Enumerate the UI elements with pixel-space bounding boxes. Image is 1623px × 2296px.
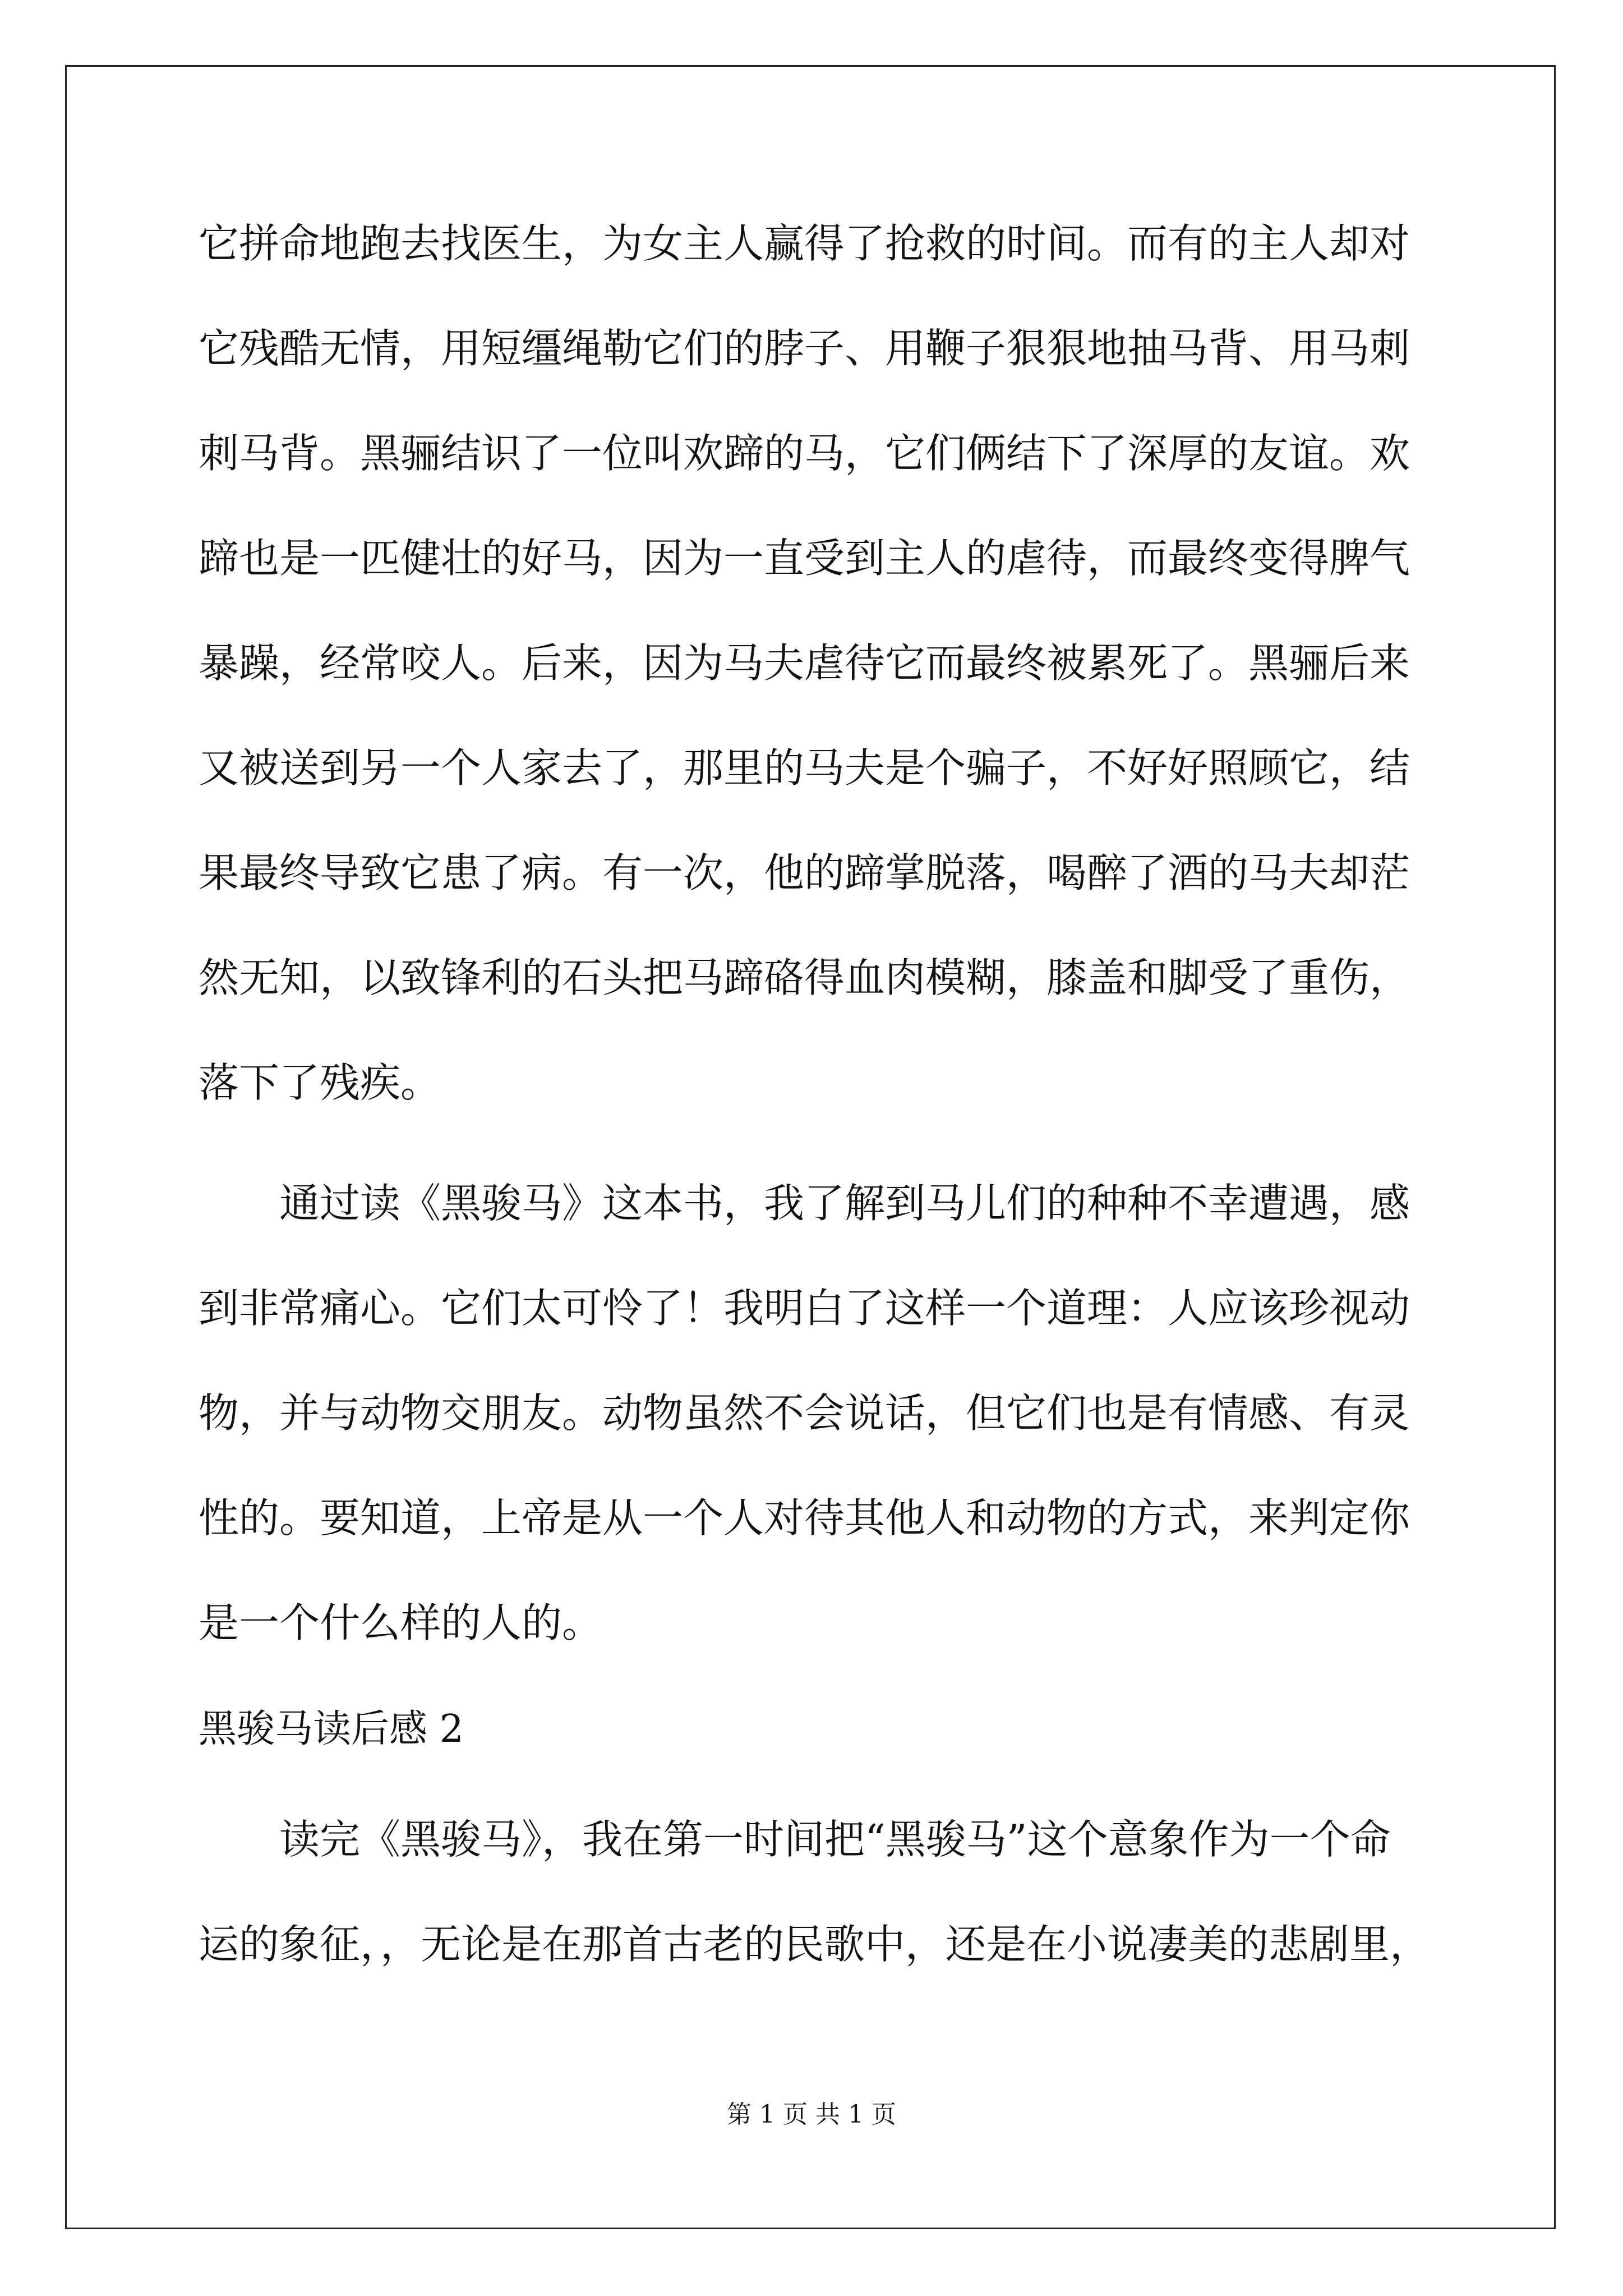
text-line: 然无知，以致锋利的石头把马蹄硌得血肉模糊，膝盖和脚受了重伤， — [199, 954, 1410, 1001]
text-line: 它拼命地跑去找医生，为女主人赢得了抢救的时间。而有的主人却对 — [199, 220, 1410, 267]
text-line: 性的。要知道，上帝是从一个人对待其他人和动物的方式，来判定你 — [199, 1494, 1410, 1542]
page-border — [65, 65, 1556, 2229]
page-footer: 第 1 页 共 1 页 — [727, 2100, 896, 2129]
text-line: 刺马背。黑骊结识了一位叫欢蹄的马，它们俩结下了深厚的友谊。欢 — [199, 430, 1410, 477]
text-line: 落下了残疾。 — [199, 1059, 441, 1106]
text-line: 果最终导致它患了病。有一次，他的蹄掌脱落，喝醉了酒的马夫却茫 — [199, 849, 1410, 896]
text-line: 运的象征，，无论是在那首古老的民歌中，还是在小说凄美的悲剧里， — [199, 1921, 1431, 1968]
text-line: 是一个什么样的人的。 — [199, 1599, 603, 1646]
paragraph-start-line: 读完《黑骏马》，我在第一时间把“黑骏马”这个意象作为一个命 — [279, 1816, 1391, 1863]
text-line: 蹄也是一匹健壮的好马，因为一直受到主人的虐待，而最终变得脾气 — [199, 535, 1410, 582]
text-line: 暴躁，经常咬人。后来，因为马夫虐待它而最终被累死了。黑骊后来 — [199, 639, 1410, 687]
text-line: 又被送到另一个人家去了，那里的马夫是个骗子，不好好照顾它，结 — [199, 744, 1410, 792]
text-line: 到非常痛心。它们太可怜了！我明白了这样一个道理：人应该珍视动 — [199, 1285, 1410, 1332]
section-heading: 黑骏马读后感 2 — [199, 1707, 464, 1751]
text-line: 物，并与动物交朋友。动物虽然不会说话，但它们也是有情感、有灵 — [199, 1389, 1410, 1437]
text-line: 它残酷无情，用短缰绳勒它们的脖子、用鞭子狠狠地抽马背、用马刺 — [199, 325, 1410, 372]
paragraph-start-line: 通过读《黑骏马》这本书，我了解到马儿们的种种不幸遭遇，感 — [279, 1180, 1410, 1227]
